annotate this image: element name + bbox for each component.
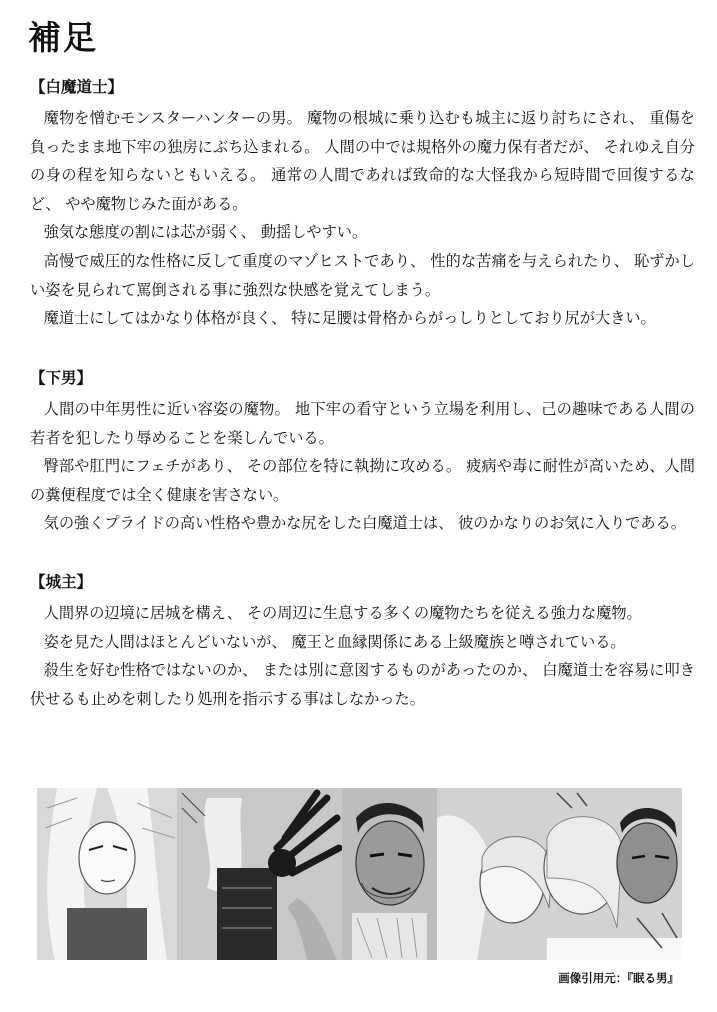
- paragraph: 強気な態度の割には芯が弱く、 動揺しやすい。: [43, 223, 368, 242]
- section-heading: 【白魔道士】: [30, 78, 124, 96]
- manga-panel-group: [437, 788, 682, 960]
- paragraph: 人間界の辺境に居城を構え、 その周辺に生息する多くの魔物たちを従える強力な魔物。: [43, 604, 642, 622]
- paragraph: 高慢で威圧的な性格に反して重度のマゾヒストであり、 性的な苦痛を与えられたり、 恥ずかしい姿を見られて罵倒される事に強烈な快感を覚えてしまう。: [30, 251, 695, 299]
- manga-panel-strip: [37, 788, 682, 960]
- page-title: 補足: [28, 18, 98, 57]
- manga-panel-servant: [342, 788, 437, 960]
- paragraph: 殺生を好む性格ではないのか、 または別に意図するものがあったのか、 白魔道士を容易に叩き伏せるも止めを刺したり処刑を指示する事はしなかった。: [30, 661, 695, 708]
- paragraph: 臀部や肛門にフェチがあり、 その部位を特に執拗に攻める。 疲病や毒に耐性が高いため、人間の糞便程度では全く健康を害さない。: [30, 457, 695, 504]
- section-servant: [30, 366, 695, 538]
- section-castle-lord: [30, 570, 695, 713]
- image-caption: 画像引用元：『眠る男』: [558, 971, 679, 985]
- section-heading: 【城主】: [30, 573, 93, 591]
- section-heading: 【下男】: [30, 369, 93, 387]
- paragraph: 人間の中年男性に近い容姿の魔物。 地下牢の看守という立場を利用し、己の趣味である人間の若者を犯したり辱めることを楽しんでいる。: [30, 400, 695, 447]
- paragraph: 魔道士にしてはかなり体格が良く、 特に足腰は骨格からがっしりとしており尻が大きい。: [43, 309, 656, 328]
- paragraph: 姿を見た人間はほとんどいないが、 魔王と血縁関係にある上級魔族と噂されている。: [43, 632, 626, 651]
- section-white-mage: [30, 75, 695, 333]
- paragraph: 気の強くプライドの高い性格や豊かな尻をした白魔道士は、 彼のかなりのお気に入りである。: [43, 514, 686, 533]
- manga-panel-white-mage: [37, 788, 177, 960]
- manga-panel-castle-lord: [177, 788, 342, 960]
- paragraph: 魔物を憎むモンスターハンターの男。 魔物の根城に乗り込むも城主に返り討ちにされ、 重傷を負ったまま地下牢の独房にぶち込まれる。 人間の中では規格外の魔力保有者だが、 それゆえ自分の身の程を知らないともいえる。 通常の人間であれば致命的な大怪我から短時間で回復するなど、 やや魔物じみた面がある。: [30, 109, 695, 213]
